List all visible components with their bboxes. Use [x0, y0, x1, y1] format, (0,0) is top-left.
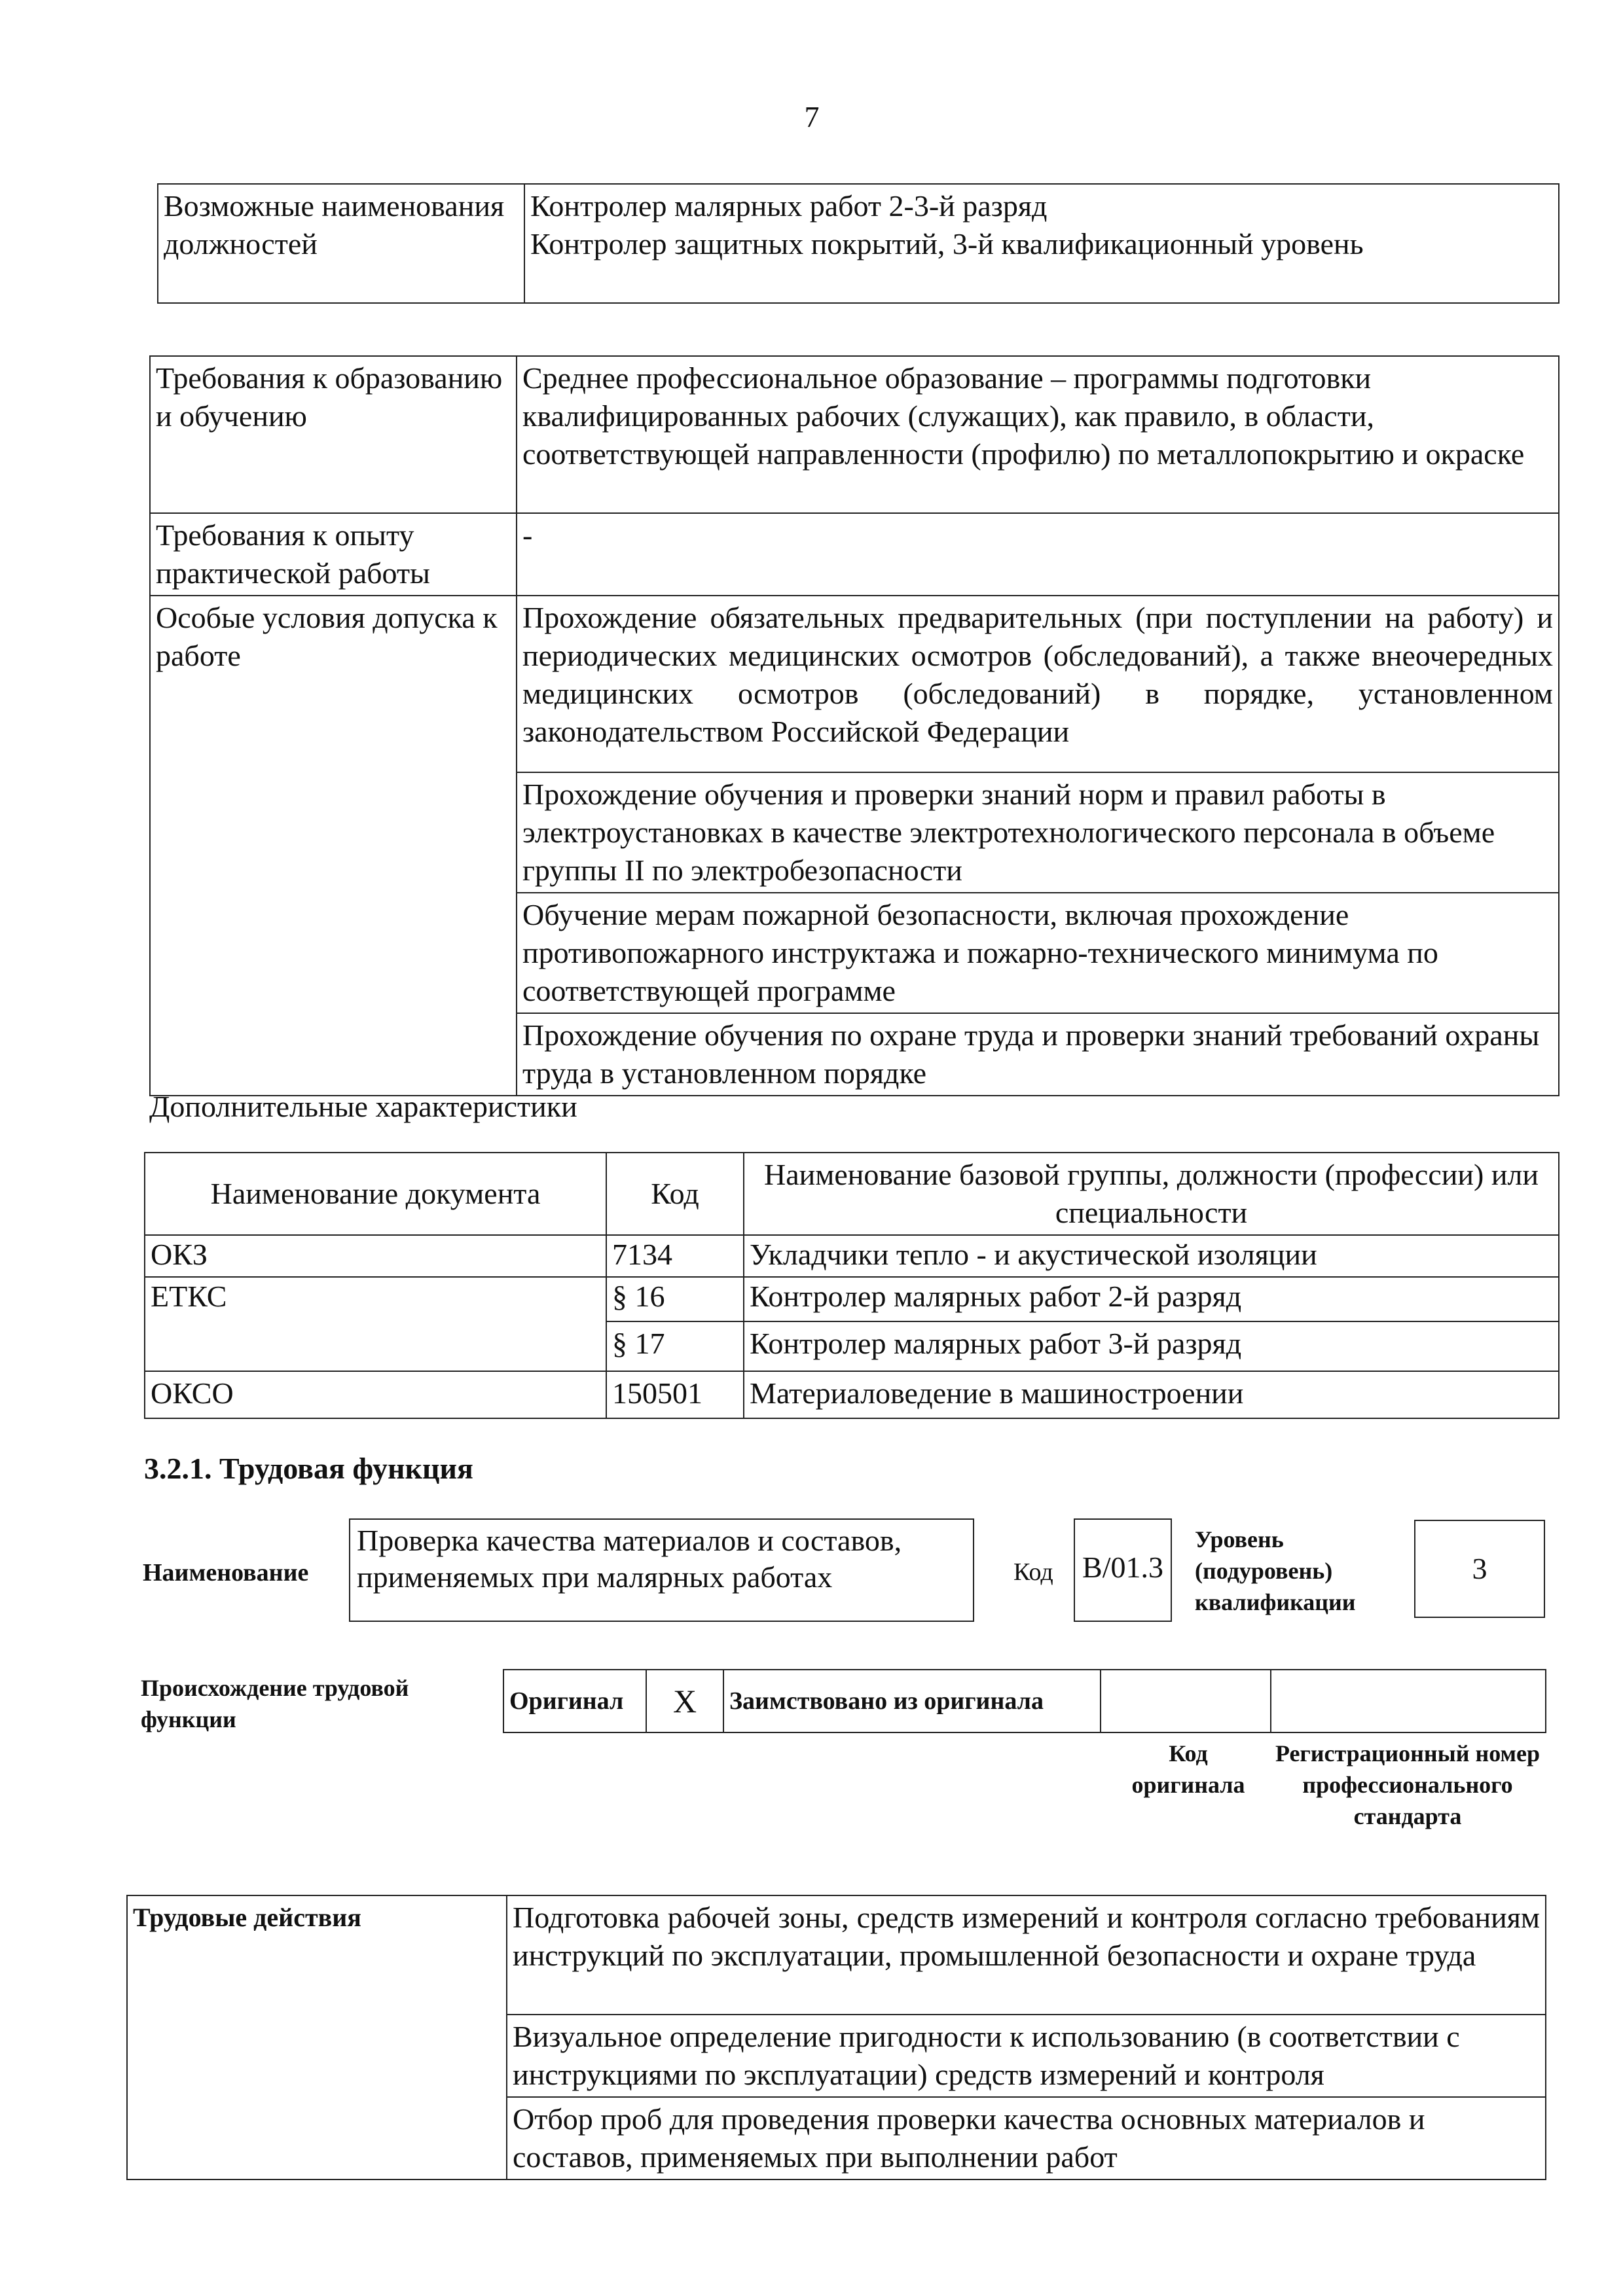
additional-table: [144, 1152, 1559, 1419]
col-header-code: Код: [606, 1153, 744, 1235]
function-level-label: Уровень (подуровень) квалификации: [1195, 1526, 1356, 1615]
positions-label: Возможные наименования должностей: [158, 184, 524, 303]
function-name-label: Наименование: [143, 1559, 309, 1587]
origin-label: Происхождение трудовой функции: [141, 1675, 409, 1732]
condition-item: Обучение мерам пожарной безопасности, включая прохождение противопожарного инструктажа и пожарно-технического минимума по соответствующей программе: [517, 893, 1559, 1013]
action-item: Визуальное определение пригодности к использованию (в соответствии с инструкциями по эксплуатации) средств измерений и контроля: [507, 2015, 1546, 2097]
col-header-doc: Наименование документа: [145, 1153, 606, 1235]
table-row: ЕТКС § 16 Контролер малярных работ 2-й разряд: [145, 1277, 1559, 1321]
positions-values: [524, 184, 1559, 303]
education-label: Требования к образованию и обучению: [150, 356, 517, 513]
experience-label: Требования к опыту практической работы: [150, 513, 517, 596]
condition-item: Прохождение обучения по охране труда и проверки знаний требований охраны труда в установленном порядке: [517, 1013, 1559, 1096]
actions-label: Трудовые действия: [127, 1895, 507, 2179]
reg-number-caption: Регистрационный номер профессионального стандарта: [1275, 1740, 1541, 1829]
position-line: Контролер малярных работ 2-3-й разряд: [530, 189, 1048, 223]
original-mark: X: [646, 1670, 723, 1732]
borrowed-label: Заимствовано из оригинала: [723, 1670, 1101, 1732]
additional-heading: Дополнительные характеристики: [149, 1090, 577, 1123]
orig-code-caption: Код оригинала: [1131, 1740, 1245, 1798]
table-row: ОКСО 150501 Материаловедение в машиностроении: [145, 1371, 1559, 1418]
condition-item: Прохождение обучения и проверки знаний норм и правил работы в электроустановках в качестве электротехнологического персонала в объеме группы II по электробезопасности: [517, 772, 1559, 893]
function-heading: 3.2.1. Трудовая функция: [144, 1452, 473, 1485]
original-label: Оригинал: [503, 1670, 646, 1732]
function-code-label: Код: [1013, 1558, 1053, 1586]
page-number: 7: [804, 100, 820, 134]
function-code-box: [1074, 1518, 1172, 1622]
action-item: Отбор проб для проведения проверки качества основных материалов и составов, применяемых при выполнении работ: [507, 2097, 1546, 2179]
education-text: Среднее профессиональное образование – программы подготовки квалифицированных рабочих (служащих), как правило, в области, соответствующей направленности (профилю) по металлопокрытию и окраске: [517, 356, 1559, 513]
col-header-name: Наименование базовой группы, должности (профессии) или специальности: [744, 1153, 1559, 1235]
conditions-label: Особые условия допуска к работе: [150, 596, 517, 1096]
position-line: Контролер защитных покрытий, 3-й квалификационный уровень: [530, 227, 1364, 260]
table-row: § 17 Контролер малярных работ 3-й разряд: [145, 1321, 1559, 1371]
function-level-box: [1414, 1520, 1545, 1618]
origin-table: [503, 1669, 1546, 1733]
requirements-table: [149, 355, 1559, 1096]
experience-text: -: [517, 513, 1559, 596]
function-level-value: 3: [1472, 1552, 1487, 1585]
reg-number-cell: [1271, 1670, 1546, 1732]
orig-code-cell: [1101, 1670, 1271, 1732]
actions-table: [126, 1895, 1546, 2180]
positions-table: [157, 183, 1559, 304]
condition-item: Прохождение обязательных предварительных (при поступлении на работу) и периодических медицинских осмотров (обследований), а также внеочередных медицинских осмотров (обследований) в порядке, установленном законодательством Российской Федерации: [517, 596, 1559, 772]
function-name-box: [349, 1518, 974, 1622]
action-item: Подготовка рабочей зоны, средств измерений и контроля согласно требованиям инструкций по эксплуатации, промышленной безопасности и охране труда: [507, 1895, 1546, 2015]
table-row: ОКЗ 7134 Укладчики тепло - и акустической изоляции: [145, 1235, 1559, 1277]
function-name-value: Проверка качества материалов и составов, применяемых при малярных работах: [357, 1524, 902, 1594]
function-code-value: B/01.3: [1082, 1551, 1163, 1584]
